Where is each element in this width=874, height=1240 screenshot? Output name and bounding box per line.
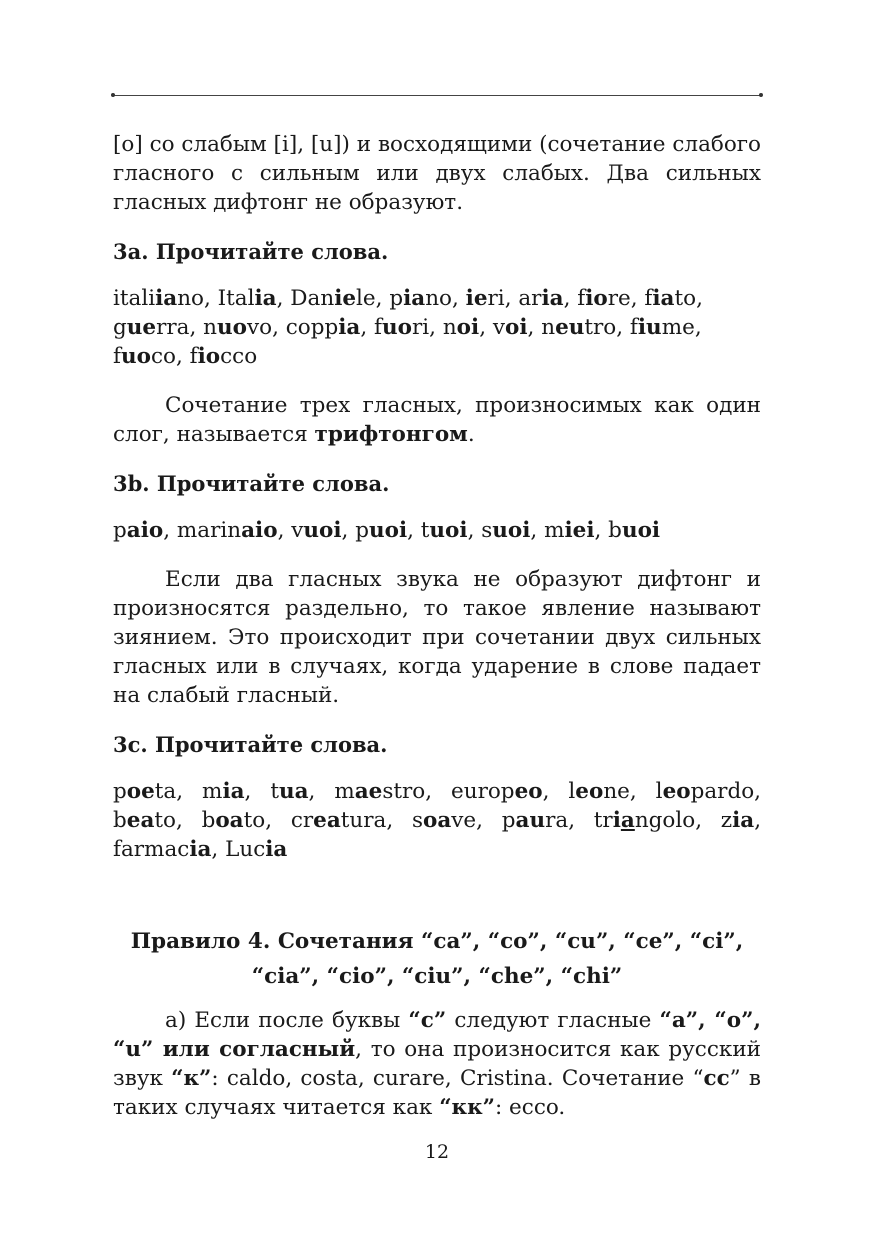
word-highlight: ia [265, 837, 288, 862]
word [286, 315, 361, 340]
word [656, 779, 755, 804]
word-highlight: ea [126, 808, 155, 833]
word-highlight: iei [564, 518, 595, 543]
top-divider [113, 95, 761, 96]
word-highlight: eo [575, 779, 604, 804]
word-highlight: oa [423, 808, 452, 833]
word-part: m [334, 779, 355, 804]
word-part: v [291, 518, 304, 543]
word-highlight: a [620, 808, 635, 833]
word-part: ri [411, 315, 430, 340]
word [177, 518, 278, 543]
word-part: ne [603, 779, 630, 804]
word-part: ta [154, 779, 177, 804]
word-highlight: ea [313, 808, 341, 833]
word-part: f [629, 315, 638, 340]
word-part: f [113, 344, 121, 369]
word-part: no [177, 286, 204, 311]
word-part: Dan [290, 286, 335, 311]
word [412, 808, 476, 833]
word-part: s [481, 518, 493, 543]
word [421, 518, 468, 543]
word-highlight: ia [403, 286, 426, 311]
triphthong-end: . [467, 422, 475, 447]
word-highlight: uo [216, 315, 247, 340]
word-highlight: oe [126, 779, 155, 804]
word-part: n [541, 315, 556, 340]
word-part: p [113, 779, 127, 804]
rule-4-title-line1: Правило 4. Сочетания “ca”, “co”, “cu”, “ce”, “ci”, [130, 929, 744, 954]
word [113, 286, 204, 311]
emphasis-text: cc [703, 1066, 730, 1091]
word-part: f [189, 344, 198, 369]
word-part: p [113, 518, 127, 543]
word [355, 518, 407, 543]
word [466, 286, 505, 311]
word-highlight: au [515, 808, 546, 833]
word-part: cco [220, 344, 258, 369]
word [290, 286, 375, 311]
word-part: tr [593, 808, 613, 833]
word-part: n [442, 315, 457, 340]
word [202, 808, 266, 833]
word [113, 344, 176, 369]
word [594, 808, 695, 833]
rule-4-paragraph [113, 1006, 761, 1122]
word-highlight: io [197, 344, 221, 369]
word-part: l [655, 779, 663, 804]
word-part: t [270, 779, 279, 804]
word-part: Ital [217, 286, 255, 311]
word-highlight: aio [126, 518, 164, 543]
word [113, 837, 211, 862]
word [270, 779, 308, 804]
word [541, 315, 616, 340]
word-highlight: ua [278, 779, 309, 804]
word [389, 286, 452, 311]
word-part: itali [113, 286, 156, 311]
word-part: to [154, 808, 176, 833]
word-part: l [568, 779, 576, 804]
word-highlight: ue [126, 315, 157, 340]
word-highlight: eu [555, 315, 585, 340]
triphthong-term: трифтонгом [314, 422, 468, 447]
word-part: to [243, 808, 266, 833]
exercise-3a-heading: 3a. Прочитайте слова. [113, 239, 389, 264]
word-highlight: ia [338, 315, 361, 340]
emphasis-text: “c” [408, 1008, 447, 1033]
word-highlight: ia [254, 286, 277, 311]
paragraph-text: а) Если после буквы [165, 1008, 409, 1033]
word-part: ri [487, 286, 505, 311]
emphasis-text: “a”, “o”, “u” или согласный [113, 1008, 761, 1062]
exercise-3c-heading: 3c. Прочитайте слова. [113, 732, 388, 757]
word-highlight: uo [382, 315, 412, 340]
word-part: ar [518, 286, 542, 311]
word [113, 808, 176, 833]
word-part: g [113, 315, 127, 340]
word-part: to [674, 286, 697, 311]
word [644, 286, 696, 311]
word [577, 286, 631, 311]
word-part: farmac [113, 837, 190, 862]
word-part: p [389, 286, 404, 311]
word-highlight: ia [222, 779, 245, 804]
word-part: f [374, 315, 382, 340]
paragraph-text: следуют гласные [446, 1008, 660, 1033]
word-part: p [355, 518, 369, 543]
word-part: europ [451, 779, 515, 804]
word-highlight: uoi [303, 518, 342, 543]
word [334, 779, 425, 804]
word [721, 808, 754, 833]
word-part: me [661, 315, 695, 340]
word-part: rra [156, 315, 190, 340]
page-number: 12 [424, 1141, 450, 1163]
word [374, 315, 429, 340]
word [225, 837, 287, 862]
word [203, 315, 272, 340]
word-part: b [201, 808, 216, 833]
word-part: copp [285, 315, 339, 340]
exercise-3b-heading: 3b. Прочитайте слова. [113, 471, 390, 496]
word-part: f [644, 286, 653, 311]
word-highlight: ia [732, 808, 755, 833]
exercise-3b-words: paio, marinaio, vuoi, puoi, tuoi, suoi, miei, buoi [113, 518, 661, 543]
word-highlight: uoi [621, 518, 661, 543]
word-highlight: i [612, 808, 621, 833]
word [190, 344, 258, 369]
word-part: s [411, 808, 423, 833]
word-part: tura [340, 808, 387, 833]
paragraph-text: : caldo, costa, curare, Cristina. Сочетание “ [211, 1066, 704, 1091]
emphasis-text: “кк” [439, 1095, 495, 1120]
exercise-3a-words: italiiano, Italia, Daniele, piano, ieri, aria, fiore, fiato, guerra, nuovo, coppia, fuori, noi, voi, neutro, fiume, fuoco, fiocco [113, 286, 703, 369]
word-part: b [113, 808, 127, 833]
word-part: p [501, 808, 516, 833]
word-highlight: ia [652, 286, 675, 311]
word-highlight: ia [541, 286, 564, 311]
word [443, 315, 479, 340]
word [568, 779, 630, 804]
page-content [113, 130, 761, 1122]
word-part: n [203, 315, 217, 340]
word-highlight: eo [514, 779, 543, 804]
word-part: re [607, 286, 631, 311]
word-highlight: ae [354, 779, 383, 804]
word-part: t [420, 518, 430, 543]
word-part: b [608, 518, 622, 543]
exercise-3c-words: poeta, mia, tua, maestro, europeo, leone, leopardo, beato, boato, creatura, soave, paura, triangolo, zia, farmacia, Lucia [113, 779, 762, 862]
word-part: le [356, 286, 376, 311]
word-highlight: ia [189, 837, 212, 862]
word-part: m [202, 779, 223, 804]
word-highlight: aio [241, 518, 278, 543]
word-part: marin [176, 518, 242, 543]
rule-4-title-line2: “cia”, “cio”, “ciu”, “che”, “chi” [251, 964, 623, 989]
word [451, 779, 543, 804]
word-part: co [150, 344, 176, 369]
rule-4-title [113, 924, 761, 994]
word-highlight: ie [334, 286, 357, 311]
paragraph-text: : ecco. [494, 1095, 566, 1120]
word-part: cr [290, 808, 314, 833]
word [481, 518, 530, 543]
word [202, 779, 245, 804]
word-highlight: oi [505, 315, 528, 340]
word-highlight: oi [456, 315, 480, 340]
word [113, 315, 189, 340]
word-part: z [720, 808, 733, 833]
intro-paragraph: [o] со слабым [i], [u]) и восходящими (сочетание слабого гласного с сильным или двух слабых. Два сильных гласных дифтонг не образуют. [113, 132, 761, 215]
word [518, 286, 563, 311]
word-part: v [492, 315, 506, 340]
hiatus-paragraph: Если два гласных звука не образуют дифтонг и произносятся раздельно, то такое явление называют зиянием. Это происходит при сочетании двух сильных гласных или в случаях, когда ударение в слове падает на слабый гласный. [113, 567, 761, 708]
word-highlight: oa [215, 808, 244, 833]
word [291, 808, 387, 833]
triphthong-text: Сочетание трех гласных, произносимых как один слог, называется [113, 393, 761, 447]
word-highlight: eo [662, 779, 691, 804]
word-highlight: ia [155, 286, 178, 311]
word [502, 808, 568, 833]
word-highlight: uoi [368, 518, 408, 543]
word-highlight: uo [120, 344, 151, 369]
word-highlight: io [585, 286, 608, 311]
word-part: m [544, 518, 565, 543]
word-highlight: ie [465, 286, 488, 311]
word-part: no [425, 286, 452, 311]
word-part: ngolo [634, 808, 696, 833]
triphthong-paragraph [113, 391, 761, 449]
word [493, 315, 528, 340]
word-part: tro [584, 315, 617, 340]
word-part: pardo [690, 779, 755, 804]
word-part: ra [545, 808, 569, 833]
word-part: f [577, 286, 586, 311]
word [113, 779, 176, 804]
word [291, 518, 341, 543]
word [630, 315, 695, 340]
paragraph-text: , то она произносится как русский звук [113, 1037, 761, 1091]
word-highlight: iu [637, 315, 662, 340]
word-part: vo [246, 315, 273, 340]
word-highlight: uoi [492, 518, 531, 543]
paragraph-text: ” в таких случаях читается как [113, 1066, 761, 1120]
word-part: stro [382, 779, 426, 804]
word [544, 518, 594, 543]
word [608, 518, 660, 543]
word-part: Luc [225, 837, 266, 862]
emphasis-text: “к” [171, 1066, 212, 1091]
word-part: ve [451, 808, 477, 833]
word-highlight: uoi [429, 518, 468, 543]
word [113, 518, 163, 543]
word [218, 286, 277, 311]
